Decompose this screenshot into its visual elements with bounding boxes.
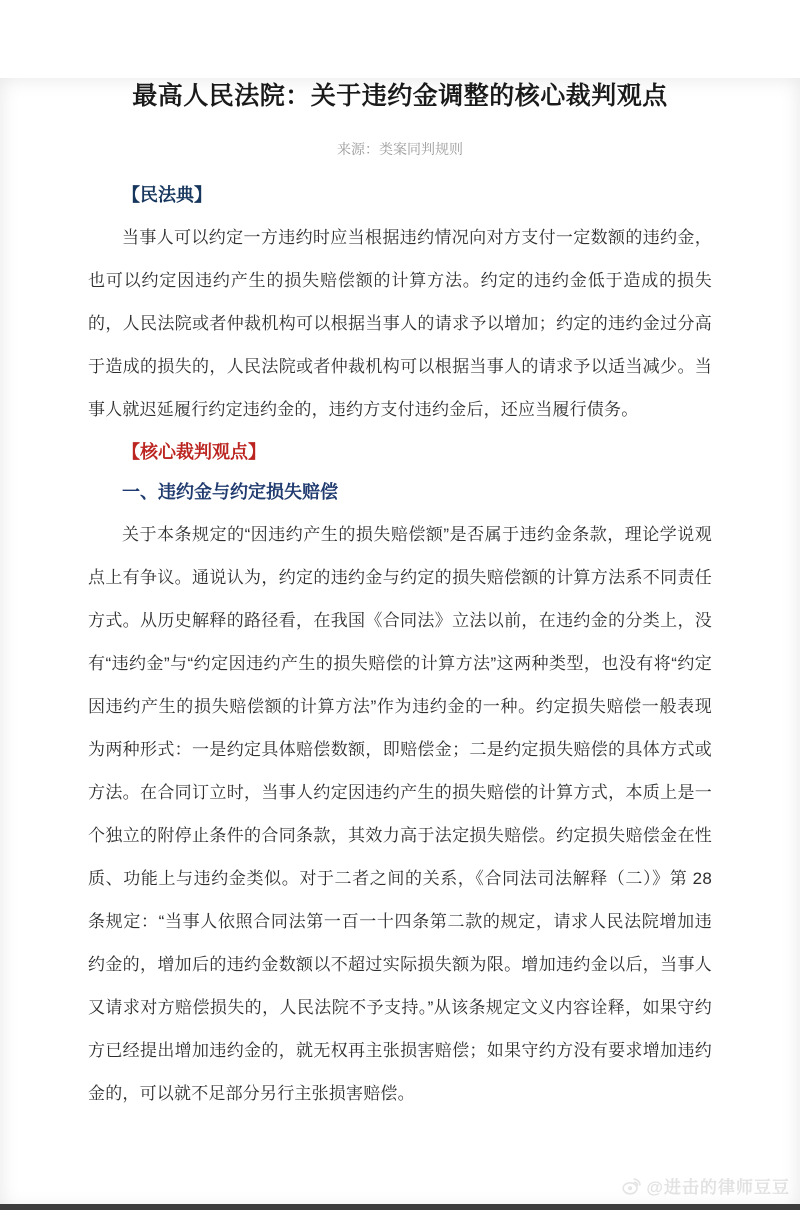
- watermark: [620, 1173, 790, 1198]
- source-line: 来源：类案同判规则: [337, 141, 463, 157]
- civil-code-paragraph: 当事人可以约定一方违约时应当根据违约情况向对方支付一定数额的违约金，也可以约定因违约产生的损失赔偿额的计算方法。约定的违约金低于造成的损失的，人民法院或者仲裁机构可以根据当事人的请求予以增加；约定的违约金过分高于造成的损失的，人民法院或者仲裁机构可以根据当事人的请求予以适当减少。当事人就迟延履行约定违约金的，违约方支付违约金后，还应当履行债务。: [88, 228, 712, 419]
- page-bottom-edge: [0, 1204, 800, 1210]
- weibo-icon: [620, 1175, 642, 1197]
- section-label-core-views: 【核心裁判观点】: [122, 442, 266, 462]
- document-page: [0, 78, 800, 1115]
- watermark-text: @进击的律师豆豆: [646, 1178, 790, 1197]
- topic1-heading: 一、违约金与约定损失赔偿: [122, 482, 338, 502]
- section-label-civil-code: 【民法典】: [122, 185, 212, 205]
- topic1-paragraph: 关于本条规定的“因违约产生的损失赔偿额”是否属于违约金条款，理论学说观点上有争议。通说认为，约定的违约金与约定的损失赔偿额的计算方法系不同责任方式。从历史解释的路径看，在我国《合同法》立法以前，在违约金的分类上，没有“违约金”与“约定因违约产生的损失赔偿的计算方法”这两种类型，也没有将“约定因违约产生的损失赔偿额的计算方法”作为违约金的一种。约定损失赔偿一般表现为两种形式：一是约定具体赔偿数额，即赔偿金；二是约定损失赔偿的具体方式或方法。在合同订立时，当事人约定因违约产生的损失赔偿的计算方式，本质上是一个独立的附停止条件的合同条款，其效力高于法定损失赔偿。约定损失赔偿金在性质、功能上与违约金类似。对于二者之间的关系，《合同法司法解释（二）》第 28 条规定：“当事人依照合同法第一百一十四条第二款的规定，请求人民法院增加违约金的，增加后的违约金数额以不超过实际损失额为限。增加违约金以后，当事人又请求对方赔偿损失的，人民法院不予支持。”从该条规定文义内容诠释，如果守约方已经提出增加违约金的，就无权再主张损害赔偿；如果守约方没有要求增加违约金的，可以就不足部分另行主张损害赔偿。: [88, 525, 712, 1103]
- page-title: 最高人民法院：关于违约金调整的核心裁判观点: [132, 82, 668, 110]
